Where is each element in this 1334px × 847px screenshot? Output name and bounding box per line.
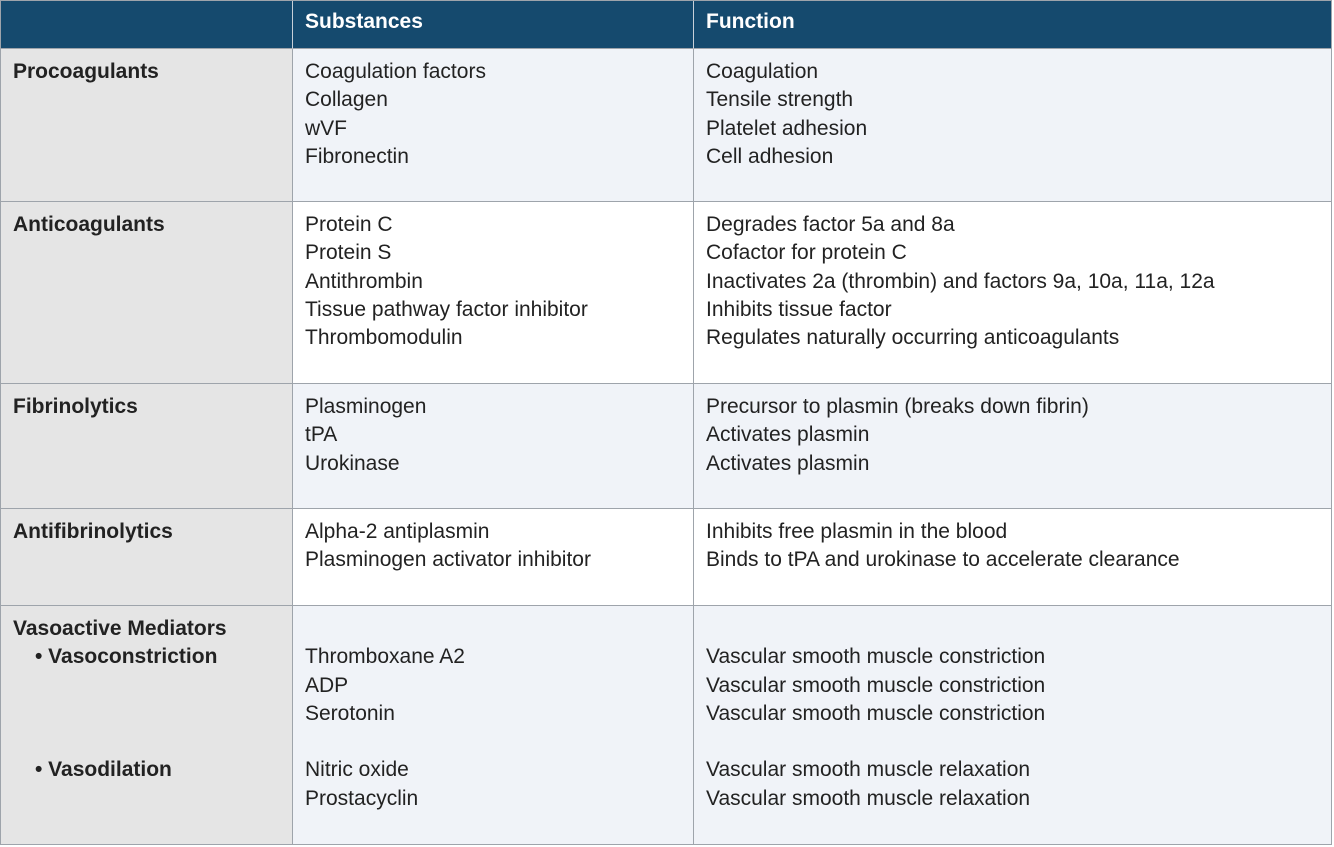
function-item: Vascular smooth muscle relaxation	[706, 758, 1031, 782]
substance-item: Serotonin	[305, 701, 395, 725]
spacer	[13, 728, 280, 756]
substances-cell	[293, 509, 694, 606]
header-substances: Substances	[293, 1, 694, 49]
function-cell	[694, 606, 1331, 844]
function-item: Activates plasmin	[706, 423, 870, 447]
function-item: Regulates naturally occurring anticoagulants	[706, 326, 1120, 350]
function-item: Activates plasmin	[706, 451, 870, 475]
function-item: Cell adhesion	[706, 144, 834, 168]
function-item: Inactivates 2a (thrombin) and factors 9a, 10a, 11a, 12a	[706, 269, 1215, 293]
substance-item: Thrombomodulin	[305, 326, 463, 350]
substance-item: Prostacyclin	[305, 786, 419, 810]
substance-item: Collagen	[305, 88, 388, 112]
substance-item: Coagulation factors	[305, 60, 486, 83]
substance-item: ADP	[305, 673, 349, 697]
function-item: Vascular smooth muscle relaxation	[706, 786, 1031, 810]
spacer	[305, 728, 681, 756]
category-label: Procoagulants	[13, 60, 159, 83]
header-function: Function	[694, 1, 1331, 49]
substance-item: Plasminogen	[305, 395, 427, 418]
substance-item: Alpha-2 antiplasmin	[305, 520, 490, 543]
category-label: Antifibrinolytics	[13, 520, 173, 543]
function-item: Inhibits tissue factor	[706, 297, 892, 321]
substance-item: wVF	[305, 116, 347, 140]
category-label: Anticoagulants	[13, 213, 165, 236]
category-anticoagulants	[1, 202, 293, 384]
function-item: Binds to tPA and urokinase to accelerate clearance	[706, 548, 1180, 572]
substances-cell	[293, 49, 694, 202]
substances-cell	[293, 384, 694, 509]
substances-cell	[293, 202, 694, 384]
category-label: Vasoactive Mediators	[13, 617, 227, 640]
function-item: Vascular smooth muscle constriction	[706, 701, 1046, 725]
function-cell	[694, 49, 1331, 202]
function-item: Tensile strength	[706, 88, 854, 112]
header-category-cell	[1, 1, 293, 49]
category-label: Fibrinolytics	[13, 395, 138, 418]
function-item: Inhibits free plasmin in the blood	[706, 520, 1008, 543]
function-cell	[694, 384, 1331, 509]
substance-item: Plasminogen activator inhibitor	[305, 548, 591, 572]
function-cell	[694, 509, 1331, 606]
substance-item: Protein C	[305, 213, 393, 236]
substance-item: Tissue pathway factor inhibitor	[305, 297, 588, 321]
category-procoagulants	[1, 49, 293, 202]
function-cell	[694, 202, 1331, 384]
substance-item: Antithrombin	[305, 269, 423, 293]
substance-item: Protein S	[305, 241, 392, 265]
spacer	[706, 728, 1319, 756]
function-item: Cofactor for protein C	[706, 241, 907, 265]
function-item: Vascular smooth muscle constriction	[706, 673, 1046, 697]
function-item: Vascular smooth muscle constriction	[706, 645, 1046, 669]
function-item: Platelet adhesion	[706, 116, 868, 140]
substance-item: Nitric oxide	[305, 758, 409, 782]
function-item: Coagulation	[706, 60, 819, 83]
substance-item: tPA	[305, 423, 338, 447]
substance-item: Thromboxane A2	[305, 645, 465, 669]
category-vasoactive-mediators	[1, 606, 293, 844]
function-item: Degrades factor 5a and 8a	[706, 213, 955, 236]
category-fibrinolytics	[1, 384, 293, 509]
category-antifibrinolytics	[1, 509, 293, 606]
subcategory-vasodilation: • Vasodilation	[35, 758, 172, 782]
spacer	[305, 615, 681, 643]
function-item: Precursor to plasmin (breaks down fibrin)	[706, 395, 1089, 418]
substances-cell	[293, 606, 694, 844]
spacer	[13, 700, 280, 728]
substance-item: Fibronectin	[305, 144, 409, 168]
spacer	[13, 672, 280, 700]
substance-item: Urokinase	[305, 451, 400, 475]
spacer	[706, 615, 1319, 643]
subcategory-vasoconstriction: • Vasoconstriction	[35, 645, 218, 669]
